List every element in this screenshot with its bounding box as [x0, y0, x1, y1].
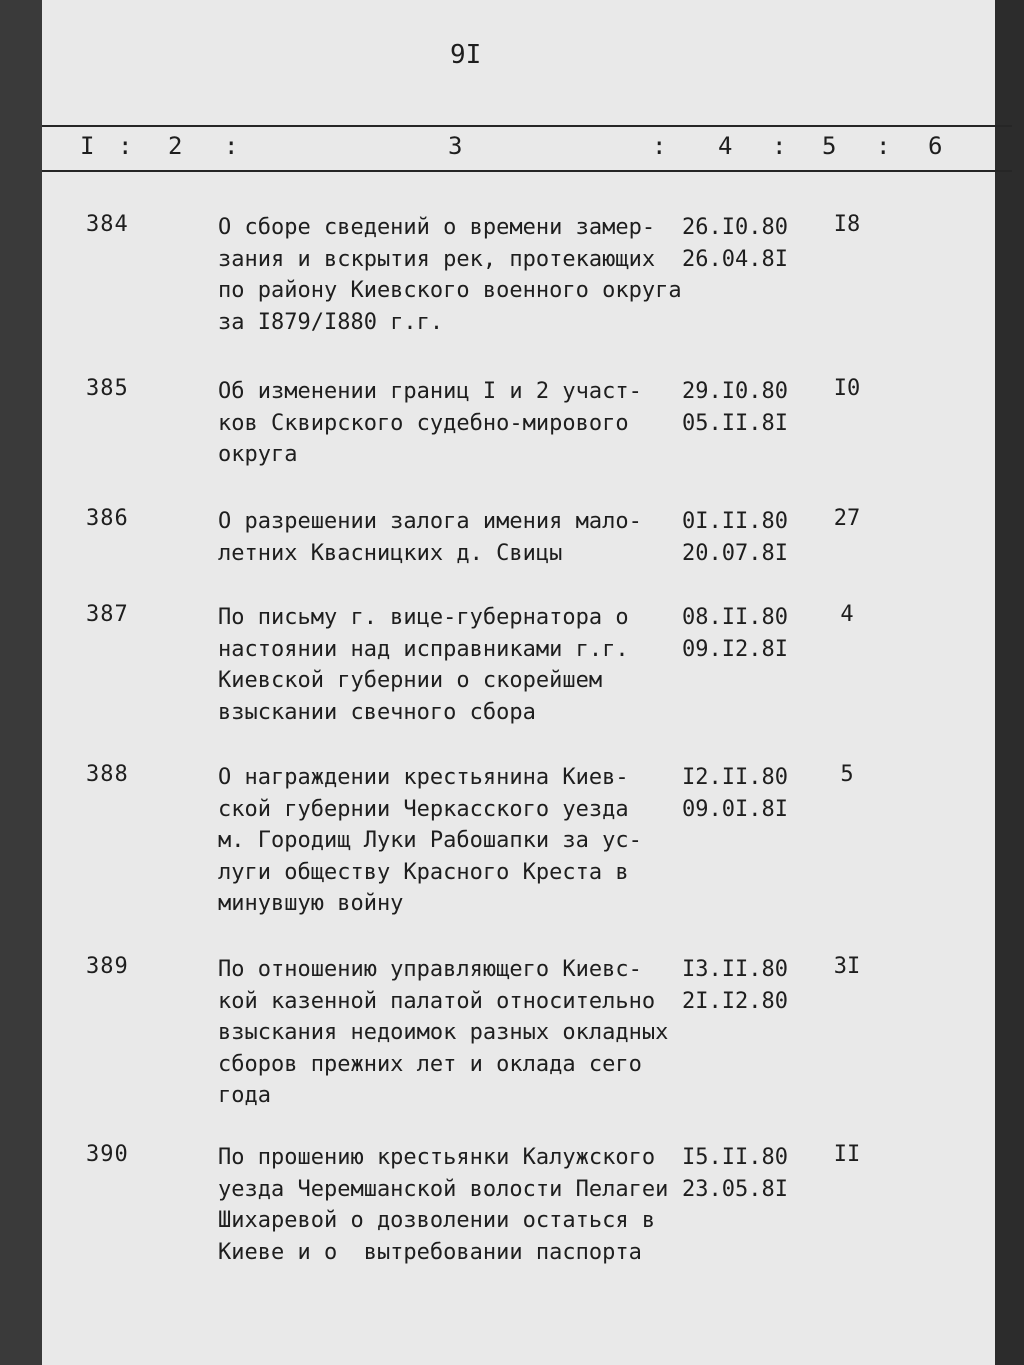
- column-header-6: 6: [928, 132, 943, 160]
- entry-title: О награждении крестьянина Киев- ской губернии Черкасского уезда м. Городищ Луки Рабошапки за ус- луги обществу Красного Креста в минувшую войну: [218, 765, 642, 916]
- entry-number: 390: [86, 1142, 129, 1167]
- entry-dates: [682, 954, 802, 1017]
- entry-title: По отношению управляющего Киевс- кой казенной палатой относительно взыскания недоимок разных окладных сборов прежних лет и оклада сего года: [218, 957, 669, 1108]
- column-header-3: 3: [448, 132, 463, 160]
- entry-pages: II: [833, 1142, 861, 1167]
- column-header-5: 5: [822, 132, 837, 160]
- header-rule-top: [42, 125, 1012, 127]
- entry-start-date: 29.I0.80: [682, 379, 788, 404]
- entry-number: 388: [86, 762, 129, 787]
- entry-title: Об изменении границ I и 2 участ- ков Сквирского судебно-мирового округа: [218, 379, 642, 467]
- column-separator: :: [772, 132, 787, 160]
- entry-pages: 4: [840, 602, 854, 627]
- entry-dates: [682, 212, 802, 275]
- entry-title: По прошению крестьянки Калужского уезда Черемшанской волости Пелагеи Шихаревой о дозволении остаться в Киеве и о вытребовании паспорта: [218, 1145, 669, 1265]
- entry-pages: I8: [833, 212, 861, 237]
- entry-dates: [682, 1142, 802, 1205]
- entry-number: 389: [86, 954, 129, 979]
- entry-title: О разрешении залога имения мало- летних Квасницких д. Свицы: [218, 509, 642, 566]
- entry-start-date: I3.II.80: [682, 957, 788, 982]
- entry-end-date: 2I.I2.80: [682, 988, 788, 1014]
- entry-pages: 5: [840, 762, 854, 787]
- page-edge-shadow: [995, 0, 1024, 1365]
- entry-title: По письму г. вице-губернатора о настоянии над исправниками г.г. Киевской губернии о скорейшем взыскании свечного сбора: [218, 605, 629, 725]
- entry-dates: [682, 376, 802, 439]
- entry-start-date: I5.II.80: [682, 1145, 788, 1170]
- entry-number: 387: [86, 602, 129, 627]
- entry-start-date: 08.II.80: [682, 605, 788, 630]
- entry-start-date: 0I.II.80: [682, 509, 788, 534]
- header-rule-bottom: [42, 170, 1012, 172]
- entry-end-date: 20.07.8I: [682, 540, 788, 566]
- page-number: 9I: [450, 40, 482, 70]
- entry-end-date: 09.0I.8I: [682, 796, 788, 822]
- column-header-2: 2: [168, 132, 183, 160]
- entry-end-date: 05.II.8I: [682, 410, 788, 436]
- entry-start-date: I2.II.80: [682, 765, 788, 790]
- entry-end-date: 26.04.8I: [682, 246, 788, 272]
- entry-pages: 3I: [833, 954, 861, 979]
- entry-dates: [682, 762, 802, 825]
- entry-dates: [682, 602, 802, 665]
- entry-number: 386: [86, 506, 129, 531]
- column-separator: :: [876, 132, 891, 160]
- column-header-1: I: [80, 132, 95, 160]
- entry-end-date: 23.05.8I: [682, 1176, 788, 1202]
- entry-number: 385: [86, 376, 129, 401]
- column-separator: :: [224, 132, 239, 160]
- entry-start-date: 26.I0.80: [682, 215, 788, 240]
- column-separator: :: [118, 132, 133, 160]
- entry-dates: [682, 506, 802, 569]
- entry-title: О сборе сведений о времени замер- зания и вскрытия рек, протекающих по району Киевского военного округа за I879/I880 г.г.: [218, 215, 682, 335]
- entry-pages: 27: [833, 506, 861, 531]
- column-separator: :: [652, 132, 667, 160]
- entry-number: 384: [86, 212, 129, 237]
- entry-pages: I0: [833, 376, 861, 401]
- column-header-4: 4: [718, 132, 733, 160]
- entry-end-date: 09.I2.8I: [682, 636, 788, 662]
